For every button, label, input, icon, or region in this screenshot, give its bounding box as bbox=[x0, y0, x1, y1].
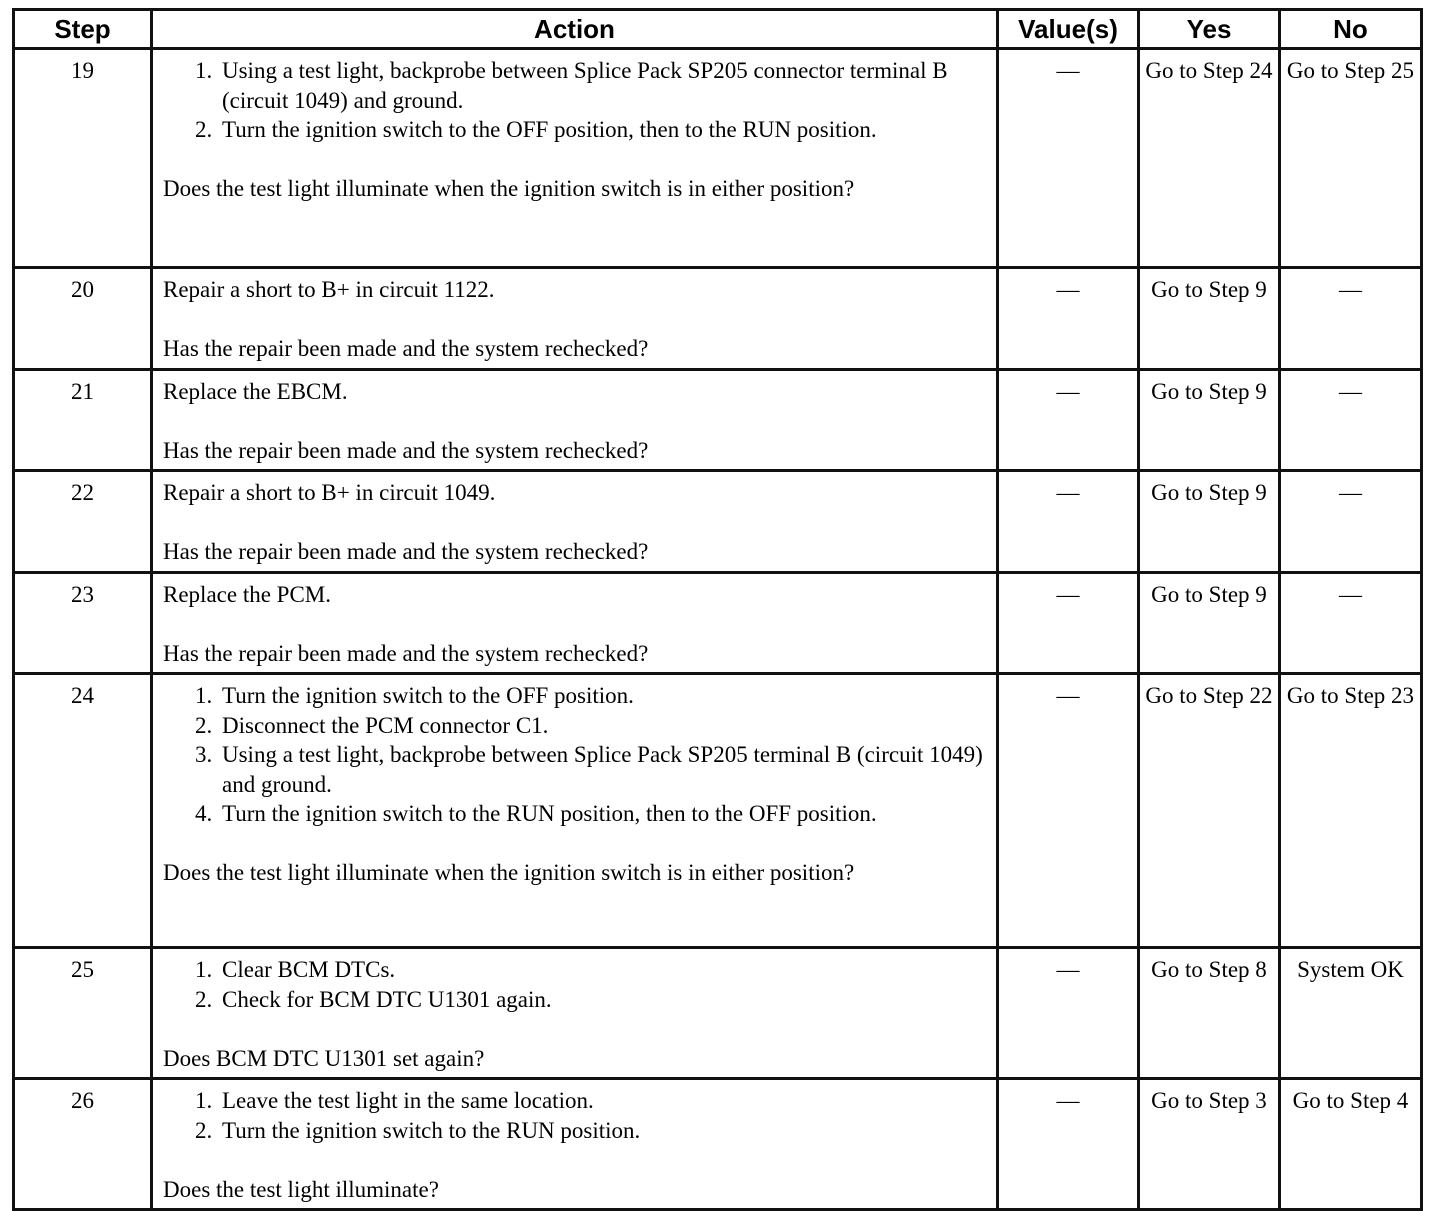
procedure-step: 1. Turn the ignition switch to the OFF position. bbox=[218, 681, 986, 711]
no-cell: — bbox=[1280, 572, 1422, 674]
question-text: Does the test light illuminate? bbox=[163, 1176, 439, 1202]
header-no: No bbox=[1280, 10, 1422, 49]
yes-cell: Go to Step 9 bbox=[1139, 268, 1280, 370]
table-row bbox=[14, 49, 1422, 268]
value-cell: — bbox=[998, 369, 1139, 471]
action-cell bbox=[152, 1079, 998, 1210]
step-number: 19 bbox=[14, 49, 152, 268]
question-text: Has the repair been made and the system rechecked? bbox=[163, 437, 649, 463]
procedure-list bbox=[163, 955, 986, 1014]
procedure-step: 1. Leave the test light in the same location. bbox=[218, 1086, 986, 1116]
yes-cell: Go to Step 9 bbox=[1139, 471, 1280, 573]
procedure-step: 2. Turn the ignition switch to the RUN position. bbox=[218, 1116, 986, 1146]
procedure-step: 4. Turn the ignition switch to the RUN position, then to the OFF position. bbox=[218, 799, 986, 829]
question-text: Does the test light illuminate when the ignition switch is in either position? bbox=[163, 860, 855, 885]
procedure-step: 2. Turn the ignition switch to the OFF position, then to the RUN position. bbox=[218, 115, 986, 145]
question-text: Does BCM DTC U1301 set again? bbox=[163, 1045, 485, 1071]
no-cell: System OK bbox=[1280, 948, 1422, 1079]
procedure-step: 2. Disconnect the PCM connector C1. bbox=[218, 711, 986, 741]
step-number: 26 bbox=[14, 1079, 152, 1210]
action-cell bbox=[152, 948, 998, 1079]
value-cell: — bbox=[998, 948, 1139, 1079]
diagnostic-table-container bbox=[12, 8, 1420, 1211]
procedure-list bbox=[163, 1086, 986, 1145]
header-action: Action bbox=[152, 10, 998, 49]
yes-cell: Go to Step 9 bbox=[1139, 572, 1280, 674]
action-cell bbox=[152, 49, 998, 268]
step-number: 25 bbox=[14, 948, 152, 1079]
procedure-step: 1. Using a test light, backprobe between Splice Pack SP205 connector terminal B (circuit 1049) and ground. bbox=[218, 56, 986, 115]
procedure-step: 1. Clear BCM DTCs. bbox=[218, 955, 986, 985]
no-cell: — bbox=[1280, 369, 1422, 471]
procedure-step: 2. Check for BCM DTC U1301 again. bbox=[218, 985, 986, 1015]
table-row bbox=[14, 471, 1422, 573]
action-text: Repair a short to B+ in circuit 1049. bbox=[163, 480, 496, 505]
action-cell bbox=[152, 674, 998, 948]
procedure-step: 3. Using a test light, backprobe between Splice Pack SP205 terminal B (circuit 1049) and ground. bbox=[218, 740, 986, 799]
step-number: 22 bbox=[14, 471, 152, 573]
table-row bbox=[14, 369, 1422, 471]
header-row bbox=[14, 10, 1422, 49]
header-yes: Yes bbox=[1139, 10, 1280, 49]
no-cell: — bbox=[1280, 268, 1422, 370]
yes-cell: Go to Step 22 bbox=[1139, 674, 1280, 948]
action-cell bbox=[152, 268, 998, 370]
procedure-list bbox=[163, 56, 986, 145]
action-cell bbox=[152, 572, 998, 674]
table-row bbox=[14, 674, 1422, 948]
value-cell: — bbox=[998, 268, 1139, 370]
value-cell: — bbox=[998, 674, 1139, 948]
no-cell: Go to Step 4 bbox=[1280, 1079, 1422, 1210]
no-cell: Go to Step 25 bbox=[1280, 49, 1422, 268]
value-cell: — bbox=[998, 471, 1139, 573]
action-text: Repair a short to B+ in circuit 1122. bbox=[163, 277, 495, 302]
table-row bbox=[14, 948, 1422, 1079]
yes-cell: Go to Step 8 bbox=[1139, 948, 1280, 1079]
question-text: Has the repair been made and the system rechecked? bbox=[163, 640, 649, 666]
value-cell: — bbox=[998, 49, 1139, 268]
step-number: 21 bbox=[14, 369, 152, 471]
value-cell: — bbox=[998, 572, 1139, 674]
question-text: Has the repair been made and the system rechecked? bbox=[163, 336, 649, 361]
question-text: Has the repair been made and the system rechecked? bbox=[163, 539, 649, 564]
table-row bbox=[14, 572, 1422, 674]
procedure-list bbox=[163, 681, 986, 829]
question-text: Does the test light illuminate when the ignition switch is in either position? bbox=[163, 176, 855, 201]
action-text: Replace the PCM. bbox=[163, 581, 331, 607]
step-number: 24 bbox=[14, 674, 152, 948]
header-step: Step bbox=[14, 10, 152, 49]
no-cell: Go to Step 23 bbox=[1280, 674, 1422, 948]
table-row bbox=[14, 268, 1422, 370]
action-text: Replace the EBCM. bbox=[163, 378, 348, 404]
yes-cell: Go to Step 3 bbox=[1139, 1079, 1280, 1210]
yes-cell: Go to Step 9 bbox=[1139, 369, 1280, 471]
header-values: Value(s) bbox=[998, 10, 1139, 49]
action-cell bbox=[152, 471, 998, 573]
step-number: 20 bbox=[14, 268, 152, 370]
table-row bbox=[14, 1079, 1422, 1210]
action-cell bbox=[152, 369, 998, 471]
yes-cell: Go to Step 24 bbox=[1139, 49, 1280, 268]
no-cell: — bbox=[1280, 471, 1422, 573]
step-number: 23 bbox=[14, 572, 152, 674]
value-cell: — bbox=[998, 1079, 1139, 1210]
diagnostic-table bbox=[12, 8, 1423, 1211]
